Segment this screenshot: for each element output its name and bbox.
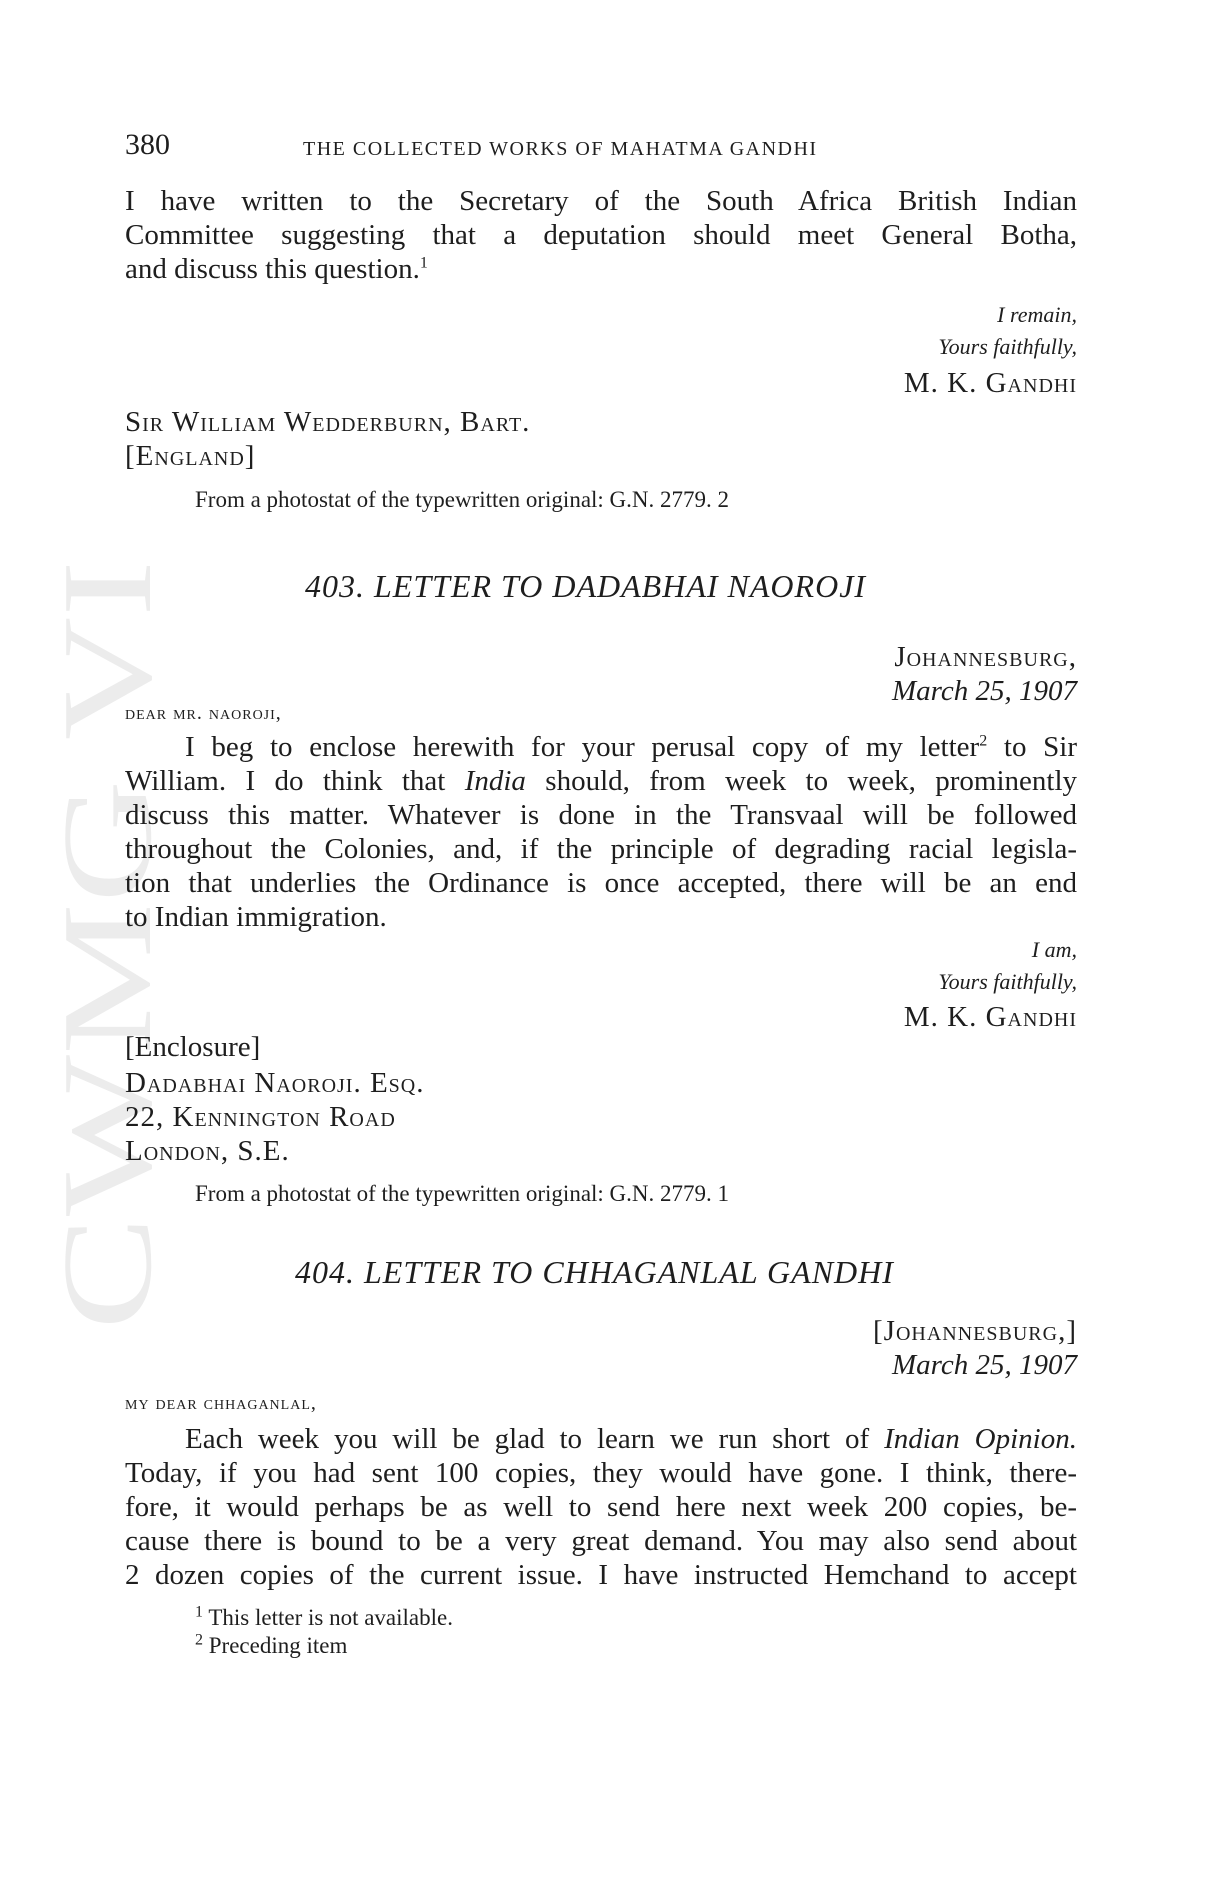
closing-line: Yours faithfully,: [938, 334, 1077, 359]
body-line: discuss this matter. Whatever is done in the Transvaal will be followed: [125, 799, 1077, 831]
body-line: Committee suggesting that a deputation should meet General Botha,: [125, 219, 1077, 251]
body-line: I beg to enclose herewith for your perusal copy of my letter$^2$ to Sir: [185, 731, 1078, 763]
body-line: William. I do think that India should, from week to week, prominently: [125, 765, 1078, 797]
footnote-mark: 2: [195, 1631, 203, 1649]
page-number: 380: [125, 128, 170, 161]
signature: M. K. Gandhi: [903, 1001, 1077, 1033]
running-header-title: THE COLLECTED WORKS OF MAHATMA GANDHI: [303, 138, 818, 160]
addressee-line: [England]: [125, 440, 256, 472]
watermark-text: CWMG VI: [62, 752, 170, 1330]
body-line: cause there is bound to be a very great demand. You may also send about: [125, 1525, 1077, 1557]
letter-date: March 25, 1907: [892, 675, 1077, 707]
cwmg-watermark: [62, 560, 170, 1330]
letter-date: March 25, 1907: [892, 1349, 1077, 1381]
letter-heading: 403. LETTER TO DADABHAI NAOROJI: [305, 568, 867, 604]
closing-line: I am,: [1031, 937, 1077, 962]
letter-heading: 404. LETTER TO CHHAGANLAL GANDHI: [295, 1254, 894, 1290]
body-line: Today, if you had sent 100 copies, they would have gone. I think, there-: [125, 1457, 1077, 1489]
footnote: $^1$ This letter is not available.: [195, 1603, 453, 1630]
footnote-mark: 2: [979, 732, 988, 750]
signature: M. K. Gandhi: [903, 367, 1077, 399]
body-line: and discuss this question.$^1$: [125, 253, 428, 285]
letter-place: Johannesburg,: [894, 641, 1077, 673]
body-line: I have written to the Secretary of the South Africa British Indian: [125, 185, 1077, 217]
letter-place: [Johannesburg,]: [873, 1315, 1077, 1347]
body-line: throughout the Colonies, and, if the principle of degrading racial legisla-: [125, 833, 1077, 865]
body-line: fore, it would perhaps be as well to send here next week 200 copies, be-: [125, 1491, 1077, 1523]
salutation: dear mr. naoroji,: [125, 702, 282, 724]
address-line: Dadabhai Naoroji. Esq.: [125, 1067, 425, 1099]
footnote: $^2$ Preceding item: [195, 1631, 348, 1658]
body-line: to Indian immigration.: [125, 901, 387, 933]
footnote-mark: 1: [419, 254, 428, 272]
salutation: my dear chhaganlal,: [125, 1392, 317, 1414]
source-note: From a photostat of the typewritten original: G.N. 2779. 2: [195, 487, 730, 512]
footnote-mark: 1: [195, 1603, 203, 1621]
addressee-line: Sir William Wedderburn, Bart.: [125, 406, 531, 438]
closing-line: Yours faithfully,: [938, 969, 1077, 994]
body-line: tion that underlies the Ordinance is once accepted, there will be an end: [125, 867, 1077, 899]
body-line: Each week you will be glad to learn we run short of Indian Opinion.: [185, 1423, 1077, 1455]
source-note: From a photostat of the typewritten original: G.N. 2779. 1: [195, 1181, 730, 1206]
closing-line: I remain,: [997, 302, 1077, 327]
address-line: London, S.E.: [125, 1135, 290, 1167]
enclosure-label: [Enclosure]: [125, 1031, 261, 1063]
body-line: 2 dozen copies of the current issue. I have instructed Hemchand to accept: [125, 1559, 1077, 1591]
address-line: 22, Kennington Road: [125, 1101, 396, 1133]
